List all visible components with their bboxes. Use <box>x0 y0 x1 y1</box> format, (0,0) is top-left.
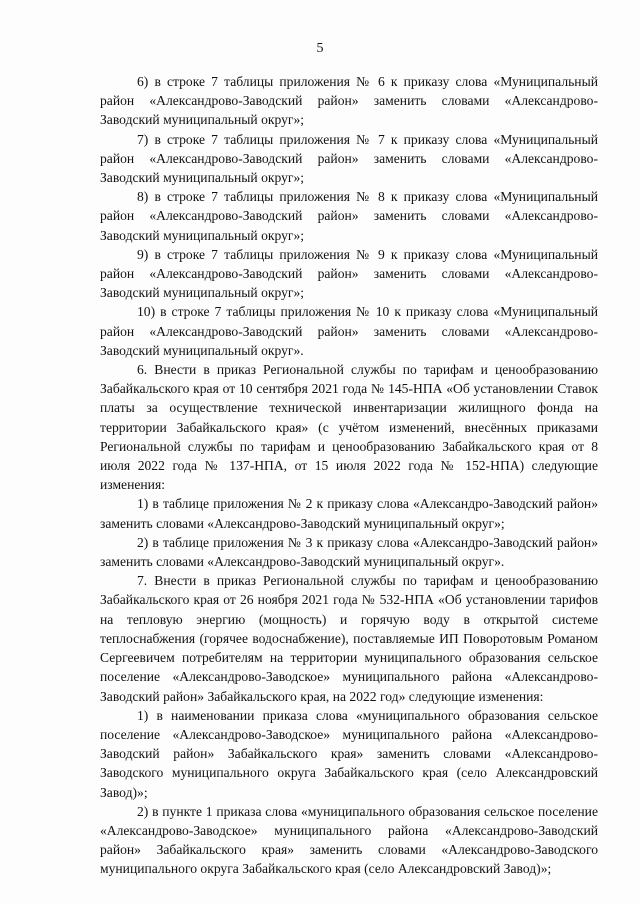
paragraph-section-6-item-1: 1) в таблице приложения № 2 к приказу слова «Александро-Заводский район» заменить словами «Александрово-Заводский муниципальный округ»; <box>100 496 598 531</box>
page-number: 5 <box>316 41 324 56</box>
paragraph-item-10: 10) в строке 7 таблицы приложения № 10 к приказу слова «Муниципальный район «Александрово-Заводский район» заменить словами «Александрово-Заводский муниципальный округ». <box>100 304 598 358</box>
paragraph-section-6: 6. Внести в приказ Региональной службы по тарифам и ценообразованию Забайкальского края от 10 сентября 2021 года № 145-НПА «Об установлении Ставок платы за осуществление технической инвентаризации жилищного фонда на территории Забайкальского края» (с учётом изменений, внесённых приказами Региональной службы по тарифам и ценообразованию Забайкальского края от 8 июля 2022 года № 137-НПА, от 15 июля 2022 года № 152-НПА) следующие изменения: <box>100 362 598 493</box>
paragraph-section-7: 7. Внести в приказ Региональной службы по тарифам и ценообразованию Забайкальского края от 26 ноября 2021 года № 532-НПА «Об установлении тарифов на тепловую энергию (мощность) и горячую воду в открытой системе теплоснабжения (горячее водоснабжение), поставляемые ИП Поворотовым Романом Сергеевичем потребителям на территории муниципального образования сельское поселение «Александрово-Заводское» муниципального района «Александрово-Заводский район» Забайкальского края, на 2022 год» следующие изменения: <box>100 573 598 704</box>
paragraph-item-6: 6) в строке 7 таблицы приложения № 6 к приказу слова «Муниципальный район «Александрово-Заводский район» заменить словами «Александрово-Заводский муниципальный округ»; <box>100 74 598 128</box>
paragraph-section-7-item-2: 2) в пункте 1 приказа слова «муниципального образования сельское поселение «Александрово-Заводское» муниципального района «Александрово-Заводский район» Забайкальского края» заменить словами «Александрово-Заводского муниципального округа Забайкальского края (село Александровский Завод)»; <box>100 803 598 877</box>
paragraph-item-7: 7) в строке 7 таблицы приложения № 7 к приказу слова «Муниципальный район «Александрово-Заводский район» заменить словами «Александрово-Заводский муниципальный округ»; <box>100 131 598 186</box>
paragraph-section-7-item-1: 1) в наименовании приказа слова «муниципального образования сельское поселение «Александрово-Заводское» муниципального района «Александрово-Заводский район» Забайкальского края» заменить словами «Александрово-Заводского муниципального округа Забайкальского края (село Александровский Завод)»; <box>100 707 598 800</box>
paragraph-item-8: 8) в строке 7 таблицы приложения № 8 к приказу слова «Муниципальный район «Александрово-Заводский район» заменить словами «Александрово-Заводский муниципальный округ»; <box>100 189 598 243</box>
paragraph-item-9: 9) в строке 7 таблицы приложения № 9 к приказу слова «Муниципальный район «Александрово-Заводский район» заменить словами «Александрово-Заводский муниципальный округ»; <box>100 246 598 301</box>
paragraph-section-6-item-2: 2) в таблице приложения № 3 к приказу слова «Александро-Заводский район» заменить словами «Александрово-Заводский муниципальный округ». <box>100 534 598 570</box>
document-body <box>100 72 598 879</box>
